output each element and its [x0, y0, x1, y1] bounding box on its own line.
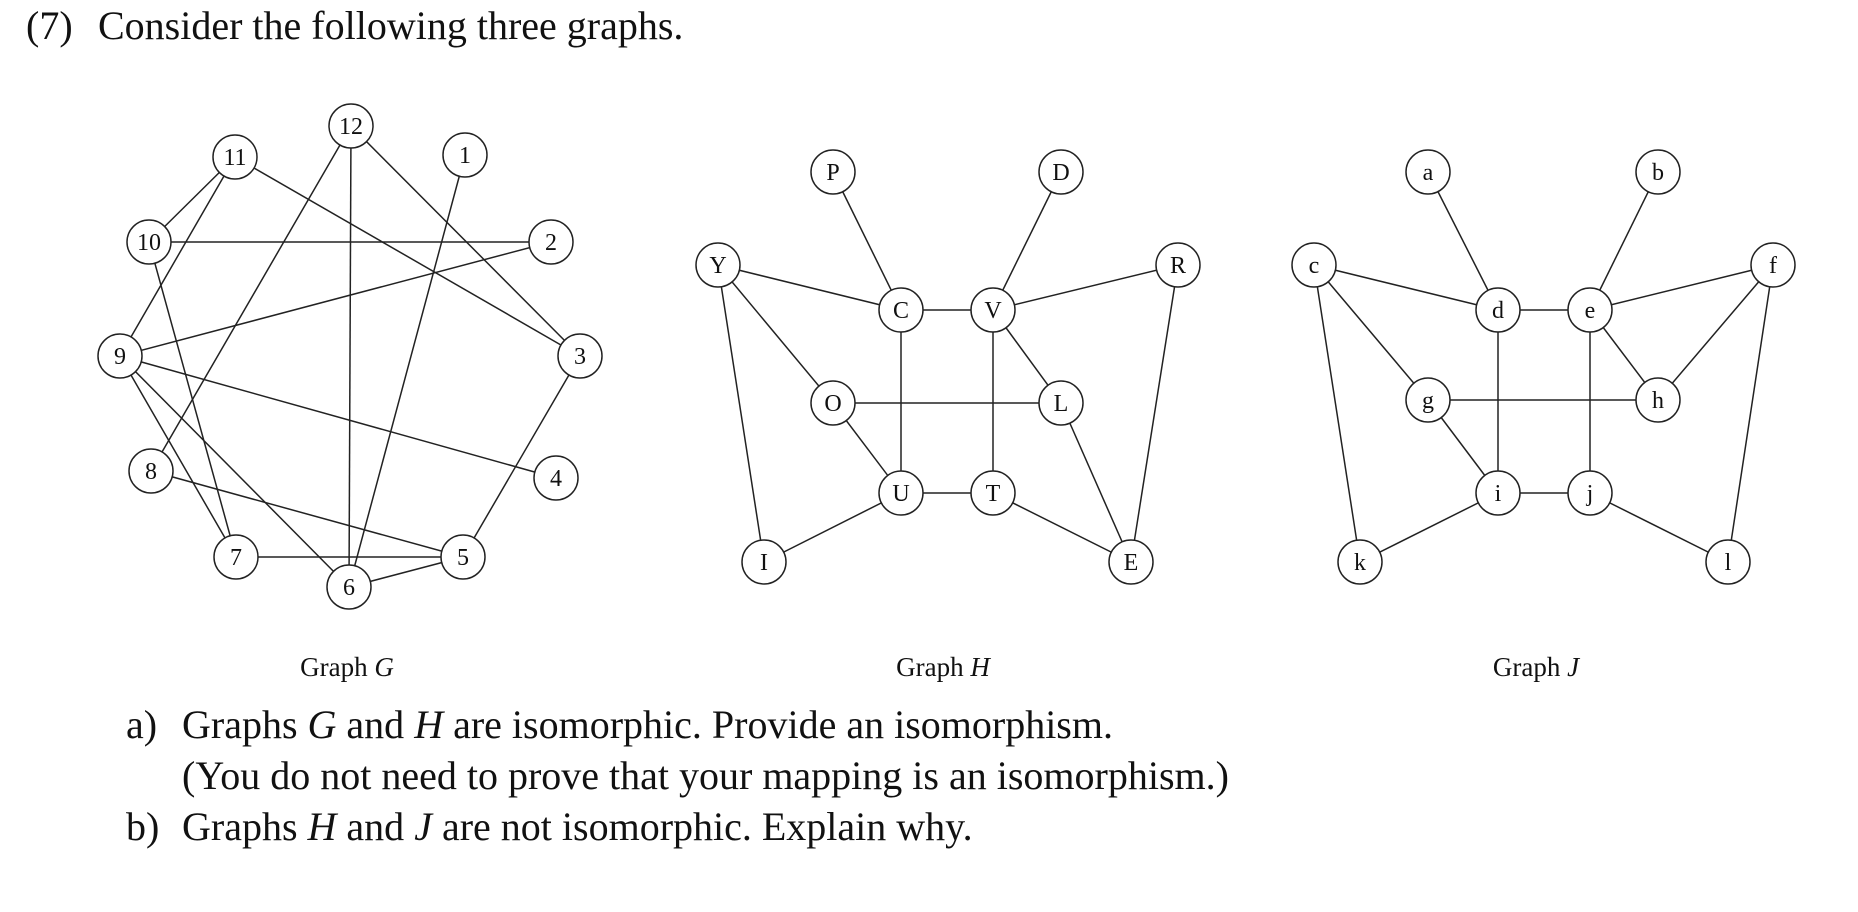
- edge-j-c-d: [1314, 265, 1498, 310]
- node-h-V: [971, 288, 1015, 332]
- node-label-j-f: f: [1769, 253, 1777, 279]
- graph-g-caption-var: G: [374, 652, 394, 682]
- node-label-h-O: O: [824, 391, 842, 417]
- edge-j-b-e: [1590, 172, 1658, 310]
- graph-h: [696, 150, 1200, 584]
- node-j-k: [1338, 540, 1382, 584]
- node-label-j-a: a: [1422, 160, 1434, 186]
- problem-number: (7): [26, 3, 73, 48]
- node-h-C: [879, 288, 923, 332]
- node-h-L: [1039, 381, 1083, 425]
- edge-j-a-d: [1428, 172, 1498, 310]
- graph-h-caption-var: H: [970, 652, 990, 682]
- edge-j-e-f: [1590, 265, 1773, 310]
- node-j-c: [1292, 243, 1336, 287]
- part-a-marker: a): [126, 702, 158, 747]
- edge-h-D-V: [993, 172, 1061, 310]
- edge-g-12-6: [349, 126, 351, 587]
- node-label-g-8: 8: [145, 459, 157, 485]
- node-label-j-e: e: [1584, 298, 1596, 324]
- node-j-e: [1568, 288, 1612, 332]
- node-label-h-Y: Y: [709, 253, 727, 279]
- node-h-I: [742, 540, 786, 584]
- node-j-j: [1568, 471, 1612, 515]
- node-g-11: [213, 135, 257, 179]
- node-label-h-L: L: [1053, 391, 1069, 417]
- node-g-12: [329, 104, 373, 148]
- part-b-line-1: Graphs H and J are not isomorphic. Explain why.: [182, 804, 973, 849]
- edge-g-2-9: [120, 242, 551, 356]
- node-label-j-k: k: [1354, 550, 1366, 576]
- node-label-g-7: 7: [230, 545, 242, 571]
- graph-j-caption-var: J: [1567, 652, 1580, 682]
- node-g-6: [327, 565, 371, 609]
- edge-j-j-l: [1590, 493, 1728, 562]
- node-label-h-D: D: [1052, 160, 1070, 186]
- graph-g: [98, 104, 602, 609]
- node-label-h-V: V: [984, 298, 1002, 324]
- node-j-a: [1406, 150, 1450, 194]
- node-label-j-c: c: [1308, 253, 1320, 279]
- node-g-4: [534, 456, 578, 500]
- node-j-b: [1636, 150, 1680, 194]
- edge-h-Y-O: [718, 265, 833, 403]
- node-label-j-l: l: [1724, 550, 1732, 576]
- edge-h-T-E: [993, 493, 1131, 562]
- node-label-g-4: 4: [550, 466, 562, 492]
- node-g-9: [98, 334, 142, 378]
- edge-h-L-E: [1061, 403, 1131, 562]
- edge-h-Y-I: [718, 265, 764, 562]
- node-h-U: [879, 471, 923, 515]
- edge-h-V-R: [993, 265, 1178, 310]
- node-label-h-E: E: [1123, 550, 1139, 576]
- part-b-marker: b): [126, 804, 160, 849]
- node-j-f: [1751, 243, 1795, 287]
- edge-g-1-6: [349, 155, 465, 587]
- edge-j-i-k: [1360, 493, 1498, 562]
- node-h-Y: [696, 243, 740, 287]
- node-label-g-5: 5: [457, 545, 469, 571]
- edge-h-U-I: [764, 493, 901, 562]
- node-h-R: [1156, 243, 1200, 287]
- edge-h-P-C: [833, 172, 901, 310]
- node-label-g-10: 10: [137, 230, 161, 256]
- node-label-j-g: g: [1422, 388, 1434, 414]
- graph-j: [1292, 150, 1795, 584]
- node-g-8: [129, 449, 173, 493]
- node-j-d: [1476, 288, 1520, 332]
- node-h-T: [971, 471, 1015, 515]
- part-a-line-2: (You do not need to prove that your mapping is an isomorphism.): [182, 753, 1229, 798]
- node-g-5: [441, 535, 485, 579]
- node-label-h-T: T: [985, 481, 1001, 507]
- node-label-j-h: h: [1652, 388, 1664, 414]
- node-h-D: [1039, 150, 1083, 194]
- part-a-line-1: Graphs G and H are isomorphic. Provide an isomorphism.: [182, 702, 1113, 747]
- node-label-g-3: 3: [574, 344, 586, 370]
- node-label-h-U: U: [892, 481, 910, 507]
- node-g-7: [214, 535, 258, 579]
- node-h-P: [811, 150, 855, 194]
- node-label-h-C: C: [892, 298, 910, 324]
- node-label-g-9: 9: [114, 344, 126, 370]
- node-label-j-b: b: [1652, 160, 1664, 186]
- node-label-g-2: 2: [545, 230, 557, 256]
- node-h-E: [1109, 540, 1153, 584]
- node-label-h-R: R: [1169, 253, 1187, 279]
- node-g-10: [127, 220, 171, 264]
- node-g-3: [558, 334, 602, 378]
- node-j-h: [1636, 378, 1680, 422]
- graph-h-caption: Graph H: [896, 652, 990, 682]
- node-label-h-P: P: [826, 160, 840, 186]
- edge-g-11-3: [235, 157, 580, 356]
- edge-g-9-4: [120, 356, 556, 478]
- graph-j-caption: Graph J: [1492, 652, 1580, 682]
- edge-g-12-8: [151, 126, 351, 471]
- edge-j-c-k: [1314, 265, 1360, 562]
- node-label-g-12: 12: [339, 114, 363, 140]
- node-label-j-i: i: [1494, 481, 1502, 507]
- node-g-1: [443, 133, 487, 177]
- node-label-j-j: j: [1586, 481, 1594, 507]
- graph-g-caption: Graph G: [300, 652, 394, 682]
- node-label-g-11: 11: [223, 145, 247, 171]
- edge-h-Y-C: [718, 265, 901, 310]
- node-h-O: [811, 381, 855, 425]
- node-j-l: [1706, 540, 1750, 584]
- node-label-g-1: 1: [459, 143, 471, 169]
- node-g-2: [529, 220, 573, 264]
- node-label-j-d: d: [1492, 298, 1504, 324]
- node-label-g-6: 6: [343, 575, 355, 601]
- problem-heading-text: Consider the following three graphs.: [98, 3, 684, 48]
- node-j-g: [1406, 378, 1450, 422]
- edge-h-R-E: [1131, 265, 1178, 562]
- node-label-h-I: I: [760, 550, 768, 576]
- node-j-i: [1476, 471, 1520, 515]
